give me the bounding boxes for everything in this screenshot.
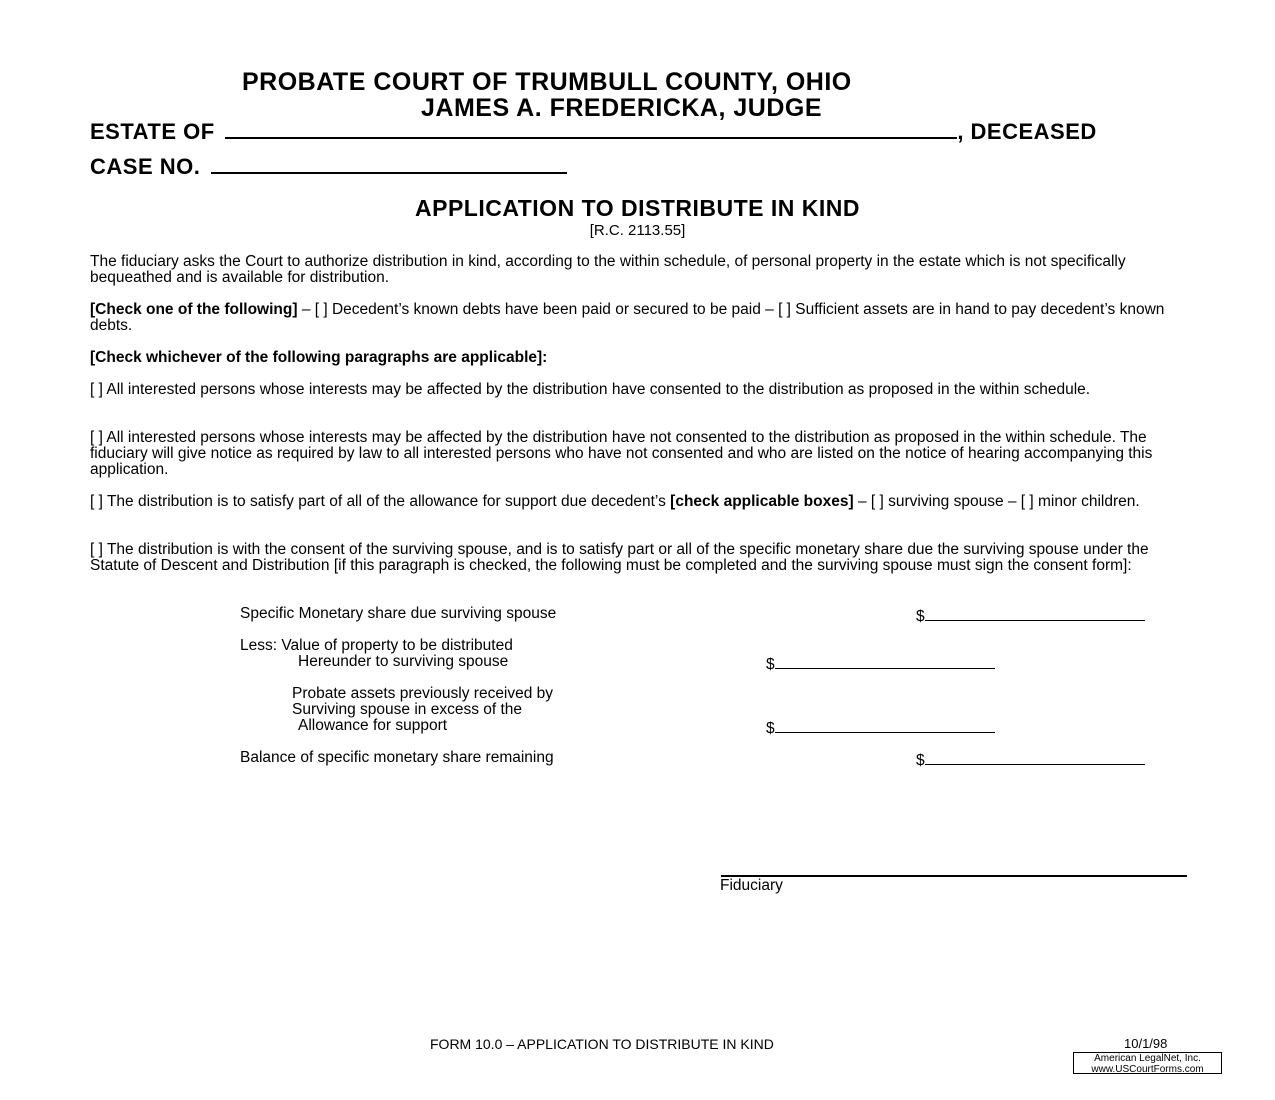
footer-form-name: FORM 10.0 – APPLICATION TO DISTRIBUTE IN KIND [430,1036,774,1052]
probate-amount [766,718,995,737]
publisher-name: American LegalNet, Inc. [1094,1053,1201,1064]
specific-share-field[interactable] [925,606,1145,621]
check-whichever-heading: [Check whichever of the following paragraphs are applicable]: [90,349,548,366]
check-one-paragraph [90,302,1190,334]
probate-label-1: Probate assets previously received by [292,685,554,702]
balance-field[interactable] [925,750,1145,765]
deceased-label: , DECEASED [957,119,1097,144]
estate-row [90,117,1097,145]
case-row [90,152,567,180]
less-label-2: Hereunder to surviving spouse [298,653,509,670]
probate-label-2: Surviving spouse in excess of the [292,701,523,718]
footer-date: 10/1/98 [1124,1036,1168,1051]
currency-symbol: $ [916,752,925,769]
currency-symbol: $ [766,656,775,673]
consented-paragraph: [ ] All interested persons whose interests may be affected by the distribution have consented to the distribution as proposed in the within schedule. [90,381,1091,398]
fiduciary-signature-line[interactable] [721,875,1187,877]
allowance-paragraph [90,494,1160,510]
less-amount [766,654,995,673]
balance-amount [916,750,1145,769]
check-one-label: [Check one of the following] [90,301,298,318]
fiduciary-label: Fiduciary [720,877,783,894]
publisher-badge [1073,1052,1222,1074]
judge-name: JAMES A. FREDERICKA, JUDGE [421,94,823,122]
allowance-text-b: – [ ] surviving spouse – [ ] minor children. [853,493,1140,510]
allowance-text-a: [ ] The distribution is to satisfy part of all of the allowance for support due decedent’s [90,493,671,510]
intro-paragraph: The fiduciary asks the Court to authorize distribution in kind, according to the within schedule, of personal property in the estate which is not specifically bequeathed and is available for distribution. [90,253,1126,286]
check-one-text: – [ ] Decedent’s known debts have been paid or secured to be paid – [ ] Sufficient assets are in hand to pay decedent’s known debts. [90,301,1165,334]
allowance-bold: [check applicable boxes] [670,493,854,510]
balance-label: Balance of specific monetary share remaining [240,749,554,766]
spouse-consent-paragraph: [ ] The distribution is with the consent of the surviving spouse, and is to satisfy part or all of the specific monetary share due the surviving spouse under the Statute of Descent and Distribution [if this paragraph is checked, the following must be completed and the surviving spouse must sign the consent form]: [90,541,1149,574]
form-title: APPLICATION TO DISTRIBUTE IN KIND [415,195,860,221]
currency-symbol: $ [766,720,775,737]
court-name: PROBATE COURT OF TRUMBULL COUNTY, OHIO [242,68,852,96]
not-consented-paragraph: [ ] All interested persons whose interests may be affected by the distribution have not consented to the distribution as proposed in the within schedule. The fiduciary will give notice as required by law to all interested persons who have not consented and who are listed on the notice of hearing accompanying this application. [90,429,1153,478]
statute-reference: [R.C. 2113.55] [589,222,686,239]
specific-share-label: Specific Monetary share due surviving spouse [240,605,557,622]
estate-name-field[interactable] [225,117,957,139]
less-value-field[interactable] [775,654,995,669]
less-label-1: Less: Value of property to be distributed [240,637,513,654]
currency-symbol: $ [916,608,925,625]
estate-label: ESTATE OF [90,119,215,144]
case-label: CASE NO. [90,154,201,179]
specific-share-amount [916,606,1145,625]
case-number-field[interactable] [211,152,567,174]
probate-label-3: Allowance for support [298,717,448,734]
probate-assets-field[interactable] [775,718,995,733]
publisher-url[interactable]: www.USCourtForms.com [1091,1064,1204,1075]
